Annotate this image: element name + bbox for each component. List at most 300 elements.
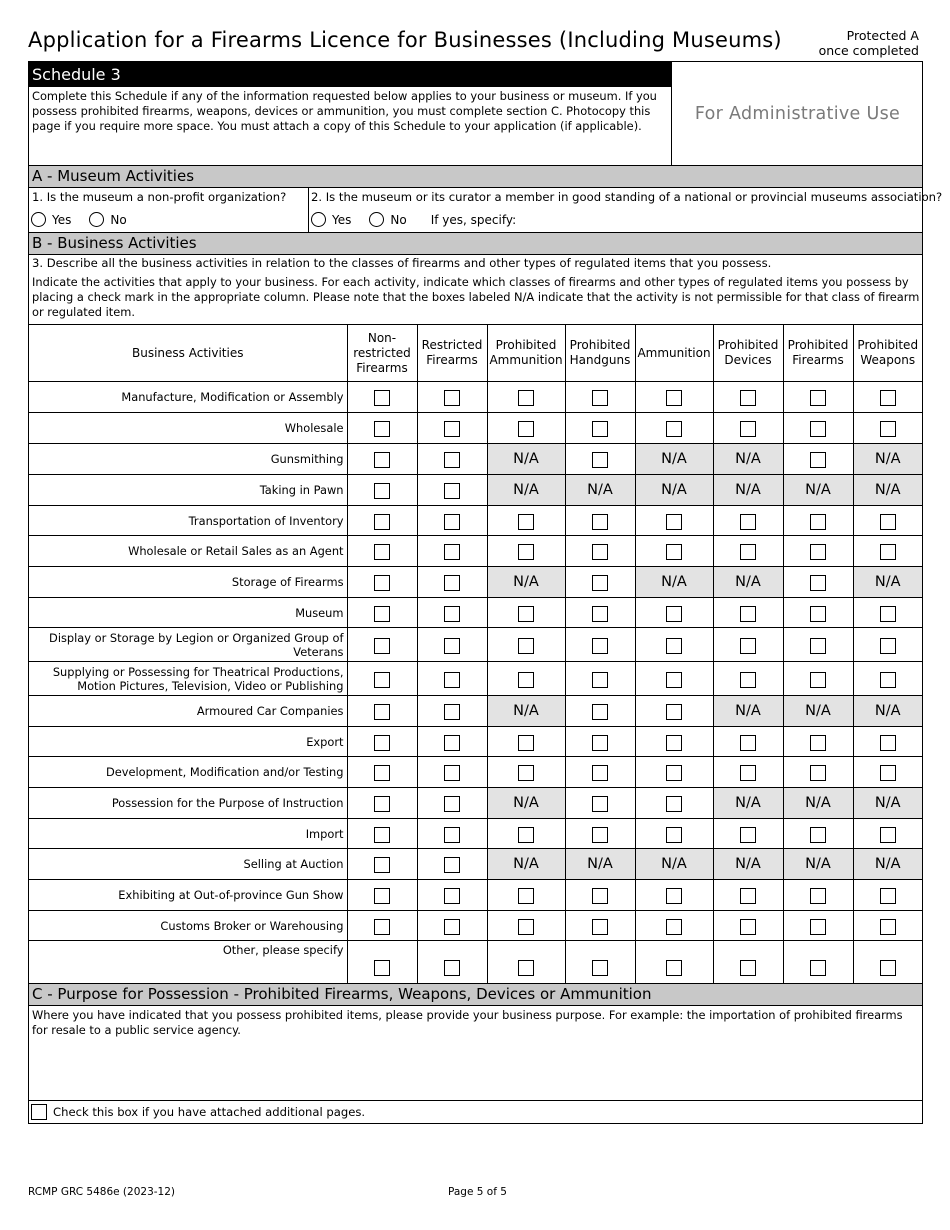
activity-checkbox[interactable] <box>810 452 826 468</box>
activity-checkbox[interactable] <box>374 452 390 468</box>
checkbox-cell <box>565 382 635 413</box>
na-cell: N/A <box>487 849 565 880</box>
activity-checkbox[interactable] <box>666 704 682 720</box>
column-header-1: Non-restricted Firearms <box>347 325 417 382</box>
checkbox-cell <box>565 536 635 567</box>
activity-checkbox[interactable] <box>740 672 756 688</box>
activity-checkbox[interactable] <box>444 672 460 688</box>
activity-checkbox[interactable] <box>666 606 682 622</box>
activity-checkbox[interactable] <box>810 765 826 781</box>
protected-line-1: Protected A <box>846 28 919 43</box>
section-b-instructions: Indicate the activities that apply to your business. For each activity, indicate which classes of firearms and other types of regulated items you possess by placing a check mark in the appropriate column. Please note that the boxes labeled N/A indicate that the activity is not permissible for that class of firearm or regulated item. <box>32 275 920 319</box>
q1-no-radio[interactable] <box>89 212 104 227</box>
checkbox-cell <box>565 598 635 628</box>
protected-line-2: once completed <box>818 43 919 58</box>
activity-checkbox[interactable] <box>592 960 608 976</box>
na-cell: N/A <box>487 696 565 727</box>
activity-checkbox[interactable] <box>880 888 896 904</box>
activity-checkbox[interactable] <box>518 765 534 781</box>
activity-checkbox[interactable] <box>740 544 756 560</box>
activity-checkbox[interactable] <box>518 390 534 406</box>
checkbox-cell <box>635 819 713 849</box>
activity-label: Transportation of Inventory <box>29 506 347 536</box>
activity-checkbox[interactable] <box>374 544 390 560</box>
activity-checkbox[interactable] <box>444 421 460 437</box>
checkbox-cell <box>713 413 783 444</box>
activity-label: Display or Storage by Legion or Organized Group of Veterans <box>29 628 347 662</box>
checkbox-cell <box>853 880 922 911</box>
activity-checkbox[interactable] <box>374 638 390 654</box>
activity-checkbox[interactable] <box>666 765 682 781</box>
checkbox-cell <box>635 506 713 536</box>
activity-checkbox[interactable] <box>666 544 682 560</box>
checkbox-cell <box>347 727 417 757</box>
na-cell: N/A <box>853 696 922 727</box>
activity-checkbox[interactable] <box>444 390 460 406</box>
checkbox-cell <box>347 849 417 880</box>
activity-checkbox[interactable] <box>810 421 826 437</box>
admin-use-box <box>671 62 923 165</box>
activity-checkbox[interactable] <box>374 919 390 935</box>
activity-checkbox[interactable] <box>592 796 608 812</box>
checkbox-cell <box>417 849 487 880</box>
activity-checkbox[interactable] <box>374 960 390 976</box>
table-row <box>29 788 922 819</box>
activity-checkbox[interactable] <box>444 765 460 781</box>
table-row <box>29 880 922 911</box>
activity-checkbox[interactable] <box>374 735 390 751</box>
activity-label: Exhibiting at Out-of-province Gun Show <box>29 880 347 911</box>
activity-checkbox[interactable] <box>592 919 608 935</box>
checkbox-cell <box>565 567 635 598</box>
checkbox-cell <box>853 757 922 788</box>
checkbox-cell <box>565 696 635 727</box>
attach-pages-checkbox[interactable] <box>31 1104 47 1120</box>
activity-checkbox[interactable] <box>740 765 756 781</box>
checkbox-cell <box>713 757 783 788</box>
checkbox-cell <box>347 413 417 444</box>
activity-checkbox[interactable] <box>592 606 608 622</box>
checkbox-cell <box>713 628 783 662</box>
section-c-header: C - Purpose for Possession - Prohibited Firearms, Weapons, Devices or Ammunition <box>29 983 922 1006</box>
checkbox-cell <box>347 628 417 662</box>
activity-checkbox[interactable] <box>444 638 460 654</box>
checkbox-cell <box>713 598 783 628</box>
checkbox-cell <box>783 567 853 598</box>
activity-checkbox[interactable] <box>592 575 608 591</box>
na-cell: N/A <box>853 444 922 475</box>
activity-checkbox[interactable] <box>374 765 390 781</box>
checkbox-cell <box>347 819 417 849</box>
schedule-label: Schedule 3 <box>29 62 671 87</box>
column-header-8: Prohibited Weapons <box>853 325 922 382</box>
checkbox-cell <box>347 475 417 506</box>
activity-checkbox[interactable] <box>740 735 756 751</box>
activity-checkbox[interactable] <box>374 514 390 530</box>
activity-checkbox[interactable] <box>518 735 534 751</box>
column-header-3: Prohibited Ammunition <box>487 325 565 382</box>
checkbox-cell <box>417 788 487 819</box>
activity-checkbox[interactable] <box>374 888 390 904</box>
checkbox-cell <box>783 628 853 662</box>
checkbox-cell <box>713 880 783 911</box>
activity-checkbox[interactable] <box>592 638 608 654</box>
checkbox-cell <box>783 941 853 986</box>
checkbox-cell <box>347 941 417 986</box>
column-header-2: Restricted Firearms <box>417 325 487 382</box>
activity-checkbox[interactable] <box>374 483 390 499</box>
activity-label: Wholesale or Retail Sales as an Agent <box>29 536 347 567</box>
activity-checkbox[interactable] <box>444 544 460 560</box>
checkbox-cell <box>417 911 487 941</box>
checkbox-cell <box>487 911 565 941</box>
activity-checkbox[interactable] <box>592 390 608 406</box>
checkbox-cell <box>417 536 487 567</box>
activity-checkbox[interactable] <box>810 575 826 591</box>
activity-checkbox[interactable] <box>880 514 896 530</box>
checkbox-cell <box>487 598 565 628</box>
checkbox-cell <box>713 382 783 413</box>
activity-checkbox[interactable] <box>740 960 756 976</box>
activity-label: Armoured Car Companies <box>29 696 347 727</box>
activity-checkbox[interactable] <box>518 960 534 976</box>
checkbox-cell <box>417 696 487 727</box>
activity-checkbox[interactable] <box>374 704 390 720</box>
q1-options <box>31 212 127 227</box>
activity-checkbox[interactable] <box>518 421 534 437</box>
activity-checkbox[interactable] <box>444 888 460 904</box>
activity-checkbox[interactable] <box>444 827 460 843</box>
checkbox-cell <box>347 662 417 696</box>
activity-checkbox[interactable] <box>518 919 534 935</box>
activity-checkbox[interactable] <box>740 421 756 437</box>
activity-checkbox[interactable] <box>740 919 756 935</box>
table-row <box>29 941 922 986</box>
activity-checkbox[interactable] <box>444 514 460 530</box>
activity-checkbox[interactable] <box>810 672 826 688</box>
na-cell: N/A <box>635 444 713 475</box>
na-cell: N/A <box>635 849 713 880</box>
activity-checkbox[interactable] <box>810 919 826 935</box>
activity-checkbox[interactable] <box>444 796 460 812</box>
checkbox-cell <box>347 506 417 536</box>
checkbox-cell <box>713 941 783 986</box>
section-a-divider <box>308 188 309 232</box>
checkbox-cell <box>853 727 922 757</box>
q2-options <box>311 212 922 227</box>
column-header-activities: Business Activities <box>29 325 347 382</box>
checkbox-cell <box>565 757 635 788</box>
checkbox-cell <box>783 727 853 757</box>
activity-checkbox[interactable] <box>518 888 534 904</box>
activity-checkbox[interactable] <box>666 638 682 654</box>
activity-label: Museum <box>29 598 347 628</box>
checkbox-cell <box>635 941 713 986</box>
checkbox-cell <box>565 941 635 986</box>
table-row <box>29 819 922 849</box>
activity-checkbox[interactable] <box>592 704 608 720</box>
activity-checkbox[interactable] <box>374 575 390 591</box>
activity-checkbox[interactable] <box>810 638 826 654</box>
activity-checkbox[interactable] <box>518 606 534 622</box>
activity-checkbox[interactable] <box>518 514 534 530</box>
na-cell: N/A <box>565 475 635 506</box>
activity-checkbox[interactable] <box>444 919 460 935</box>
activity-checkbox[interactable] <box>666 672 682 688</box>
checkbox-cell <box>635 911 713 941</box>
activity-checkbox[interactable] <box>810 514 826 530</box>
activity-label: Import <box>29 819 347 849</box>
checkbox-cell <box>417 727 487 757</box>
checkbox-cell <box>635 598 713 628</box>
schedule-intro: Complete this Schedule if any of the information requested below applies to your business or museum. If you possess prohibited firearms, weapons, devices or ammunition, you must complete section C. Photocopy this page if you require more space. You must attach a copy of this Schedule to your application (if applicable). <box>32 89 657 133</box>
checkbox-cell <box>487 819 565 849</box>
activity-checkbox[interactable] <box>444 857 460 873</box>
activity-checkbox[interactable] <box>880 421 896 437</box>
activity-checkbox[interactable] <box>740 827 756 843</box>
question-1: 1. Is the museum a non-profit organization? <box>32 190 287 204</box>
column-header-5: Ammunition <box>635 325 713 382</box>
activity-checkbox[interactable] <box>444 575 460 591</box>
activity-checkbox[interactable] <box>880 919 896 935</box>
activity-checkbox[interactable] <box>592 672 608 688</box>
attach-pages-label: Check this box if you have attached additional pages. <box>53 1105 366 1119</box>
checkbox-cell <box>417 413 487 444</box>
activity-checkbox[interactable] <box>666 390 682 406</box>
activity-checkbox[interactable] <box>592 514 608 530</box>
checkbox-cell <box>635 880 713 911</box>
activity-label: Development, Modification and/or Testing <box>29 757 347 788</box>
checkbox-cell <box>487 413 565 444</box>
checkbox-cell <box>347 696 417 727</box>
checkbox-cell <box>417 941 487 986</box>
table-row <box>29 475 922 506</box>
na-cell: N/A <box>853 567 922 598</box>
na-cell: N/A <box>853 788 922 819</box>
activity-checkbox[interactable] <box>880 735 896 751</box>
activity-checkbox[interactable] <box>880 390 896 406</box>
checkbox-cell <box>417 880 487 911</box>
checkbox-cell <box>635 628 713 662</box>
activity-checkbox[interactable] <box>518 638 534 654</box>
checkbox-cell <box>347 567 417 598</box>
activity-checkbox[interactable] <box>518 672 534 688</box>
activity-checkbox[interactable] <box>880 544 896 560</box>
activity-checkbox[interactable] <box>374 857 390 873</box>
na-cell: N/A <box>487 788 565 819</box>
checkbox-cell <box>487 628 565 662</box>
checkbox-cell <box>347 598 417 628</box>
activity-label: Taking in Pawn <box>29 475 347 506</box>
activities-table <box>29 324 922 986</box>
activity-checkbox[interactable] <box>880 672 896 688</box>
checkbox-cell <box>565 819 635 849</box>
activity-checkbox[interactable] <box>666 888 682 904</box>
activity-checkbox[interactable] <box>666 796 682 812</box>
activity-checkbox[interactable] <box>592 765 608 781</box>
na-cell: N/A <box>713 444 783 475</box>
checkbox-cell <box>417 382 487 413</box>
checkbox-cell <box>635 382 713 413</box>
checkbox-cell <box>635 662 713 696</box>
form-frame <box>28 61 943 1124</box>
activity-checkbox[interactable] <box>666 960 682 976</box>
checkbox-cell <box>487 880 565 911</box>
na-cell: N/A <box>713 475 783 506</box>
activity-label: Gunsmithing <box>29 444 347 475</box>
checkbox-cell <box>783 413 853 444</box>
checkbox-cell <box>487 727 565 757</box>
admin-use-label: For Administrative Use <box>694 103 901 124</box>
activity-checkbox[interactable] <box>374 390 390 406</box>
activity-checkbox[interactable] <box>518 544 534 560</box>
activity-checkbox[interactable] <box>810 606 826 622</box>
activity-checkbox[interactable] <box>444 606 460 622</box>
checkbox-cell <box>713 506 783 536</box>
activity-label: Other, please specify <box>29 941 347 986</box>
activity-checkbox[interactable] <box>810 390 826 406</box>
q1-yes-radio[interactable] <box>31 212 46 227</box>
na-cell: N/A <box>783 788 853 819</box>
checkbox-cell <box>783 536 853 567</box>
checkbox-cell <box>853 941 922 986</box>
activity-checkbox[interactable] <box>880 765 896 781</box>
checkbox-cell <box>783 382 853 413</box>
activity-checkbox[interactable] <box>374 606 390 622</box>
table-row <box>29 849 922 880</box>
na-cell: N/A <box>713 696 783 727</box>
activity-label: Export <box>29 727 347 757</box>
na-cell: N/A <box>713 849 783 880</box>
checkbox-cell <box>347 382 417 413</box>
activity-label: Selling at Auction <box>29 849 347 880</box>
activity-checkbox[interactable] <box>374 421 390 437</box>
table-row <box>29 598 922 628</box>
checkbox-cell <box>565 413 635 444</box>
section-c-divider <box>29 1100 922 1101</box>
question-2: 2. Is the museum or its curator a member in good standing of a national or provincial museums association? <box>311 190 943 204</box>
na-cell: N/A <box>487 475 565 506</box>
q2-no-label: No <box>390 212 407 227</box>
table-row <box>29 727 922 757</box>
checkbox-cell <box>635 727 713 757</box>
activity-checkbox[interactable] <box>444 960 460 976</box>
column-header-6: Prohibited Devices <box>713 325 783 382</box>
activity-checkbox[interactable] <box>740 606 756 622</box>
checkbox-cell <box>487 506 565 536</box>
activity-checkbox[interactable] <box>880 606 896 622</box>
activity-checkbox[interactable] <box>810 960 826 976</box>
checkbox-cell <box>853 413 922 444</box>
activity-checkbox[interactable] <box>740 390 756 406</box>
activity-label: Wholesale <box>29 413 347 444</box>
activity-checkbox[interactable] <box>592 452 608 468</box>
activity-checkbox[interactable] <box>810 888 826 904</box>
q2-specify-input[interactable] <box>522 213 922 227</box>
checkbox-cell <box>635 536 713 567</box>
activity-checkbox[interactable] <box>592 827 608 843</box>
checkbox-cell <box>635 413 713 444</box>
activity-checkbox[interactable] <box>592 544 608 560</box>
checkbox-cell <box>417 662 487 696</box>
question-3: 3. Describe all the business activities in relation to the classes of firearms and other types of regulated items that you possess. <box>32 256 772 270</box>
activity-checkbox[interactable] <box>740 638 756 654</box>
activity-label: Storage of Firearms <box>29 567 347 598</box>
section-b-header: B - Business Activities <box>29 232 922 255</box>
activity-checkbox[interactable] <box>374 796 390 812</box>
checkbox-cell <box>783 444 853 475</box>
activity-label: Possession for the Purpose of Instruction <box>29 788 347 819</box>
na-cell: N/A <box>635 475 713 506</box>
activity-checkbox[interactable] <box>592 888 608 904</box>
checkbox-cell <box>565 444 635 475</box>
activity-checkbox[interactable] <box>444 483 460 499</box>
activity-checkbox[interactable] <box>518 827 534 843</box>
activity-checkbox[interactable] <box>666 735 682 751</box>
activity-checkbox[interactable] <box>374 827 390 843</box>
activity-checkbox[interactable] <box>810 544 826 560</box>
checkbox-cell <box>347 757 417 788</box>
checkbox-cell <box>417 444 487 475</box>
activity-checkbox[interactable] <box>666 514 682 530</box>
checkbox-cell <box>487 757 565 788</box>
activity-checkbox[interactable] <box>666 919 682 935</box>
na-cell: N/A <box>565 849 635 880</box>
business-purpose-textarea[interactable] <box>29 1042 922 1100</box>
checkbox-cell <box>713 819 783 849</box>
activity-checkbox[interactable] <box>444 452 460 468</box>
activity-checkbox[interactable] <box>810 827 826 843</box>
checkbox-cell <box>713 911 783 941</box>
activity-checkbox[interactable] <box>880 827 896 843</box>
table-row <box>29 911 922 941</box>
checkbox-cell <box>565 506 635 536</box>
q2-yes-radio[interactable] <box>311 212 326 227</box>
na-cell: N/A <box>487 444 565 475</box>
activity-checkbox[interactable] <box>666 421 682 437</box>
activity-checkbox[interactable] <box>810 735 826 751</box>
activity-label: Supplying or Possessing for Theatrical Productions, Motion Pictures, Television, Video or Publishing <box>29 662 347 696</box>
q2-yes-label: Yes <box>332 212 352 227</box>
table-row <box>29 628 922 662</box>
activity-checkbox[interactable] <box>880 638 896 654</box>
checkbox-cell <box>635 788 713 819</box>
checkbox-cell <box>635 696 713 727</box>
na-cell: N/A <box>783 475 853 506</box>
checkbox-cell <box>347 880 417 911</box>
form-number: RCMP GRC 5486e (2023-12) <box>28 1186 175 1198</box>
activity-checkbox[interactable] <box>880 960 896 976</box>
activity-checkbox[interactable] <box>666 827 682 843</box>
activity-checkbox[interactable] <box>592 421 608 437</box>
activity-checkbox[interactable] <box>444 704 460 720</box>
q1-yes-label: Yes <box>52 212 72 227</box>
checkbox-cell <box>853 911 922 941</box>
activity-checkbox[interactable] <box>374 672 390 688</box>
na-cell: N/A <box>853 475 922 506</box>
activity-checkbox[interactable] <box>740 888 756 904</box>
checkbox-cell <box>347 788 417 819</box>
activity-checkbox[interactable] <box>740 514 756 530</box>
activity-checkbox[interactable] <box>592 735 608 751</box>
activity-checkbox[interactable] <box>444 735 460 751</box>
checkbox-cell <box>347 444 417 475</box>
na-cell: N/A <box>713 788 783 819</box>
table-row <box>29 696 922 727</box>
na-cell: N/A <box>713 567 783 598</box>
q1-no-label: No <box>110 212 127 227</box>
q2-no-radio[interactable] <box>369 212 384 227</box>
